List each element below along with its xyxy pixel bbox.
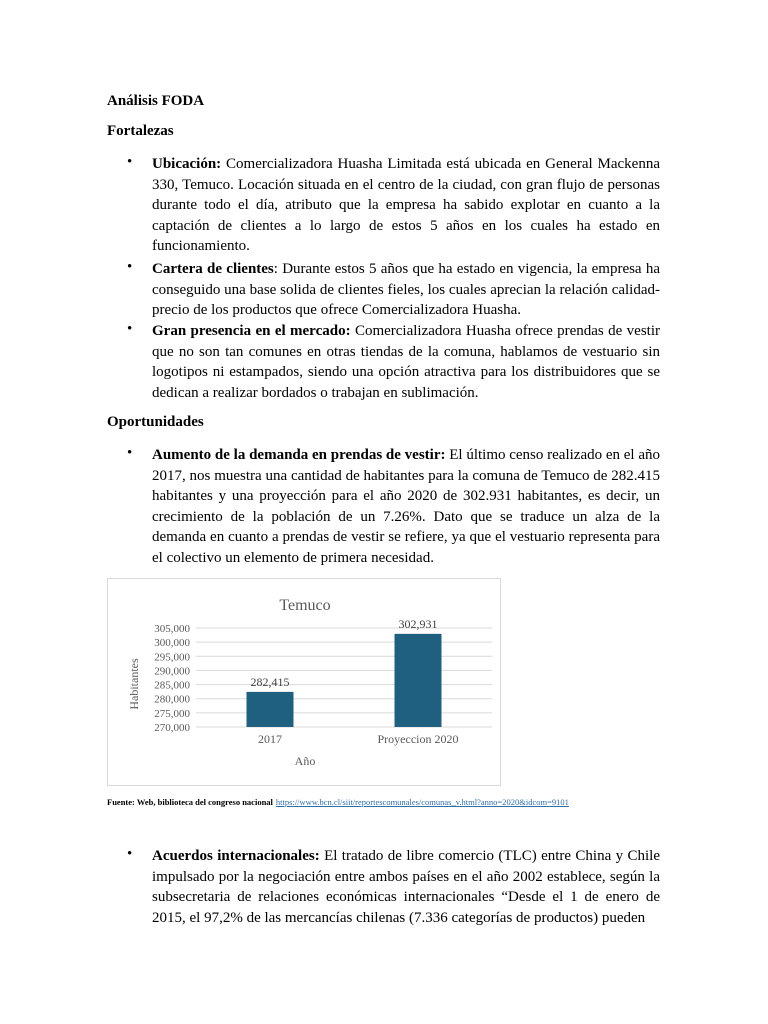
- bullet-marker: •: [127, 445, 133, 461]
- y-tick-label: 290,000: [154, 665, 190, 678]
- bullet-item-presencia: [152, 321, 660, 403]
- bullet-text: El último censo realizado en el año 2017, nos muestra una cantidad de habitantes para la comuna de Temuco de 282.415 habitantes y una proyección para el año 2020 de 302.931 habitantes, es decir, un crecimiento de la población de un 7.26%. Dato que se traduce un alza de la demanda en cuanto a prendas de vestir se refiere, ya que el vestuario representa para el colectivo un elemento de primera necesidad.: [152, 447, 660, 566]
- population-chart: [107, 578, 501, 786]
- bullet-item-ubicacion: [152, 154, 660, 257]
- y-tick-label: 275,000: [154, 707, 190, 720]
- chart-grid: [196, 628, 492, 727]
- chart-svg: [108, 579, 500, 785]
- x-tick-label: 2017: [258, 732, 282, 746]
- bar-2017: [247, 692, 294, 727]
- y-tick-label: 300,000: [154, 637, 190, 650]
- y-tick-label: 295,000: [154, 651, 190, 664]
- y-tick-label: 305,000: [154, 623, 190, 635]
- y-tick-label: 270,000: [154, 722, 190, 734]
- chart-bars: [247, 617, 442, 727]
- bullet-text: : Durante estos 5 años que ha estado en vigencia, la empresa ha conseguido una base solida de clientes fieles, los cuales aprecian la relación calidad-precio de los productos que ofrece Comercializadora Huasha.: [152, 261, 660, 318]
- x-axis-label: Año: [294, 754, 316, 768]
- x-tick-label: Proyeccion 2020: [377, 732, 459, 746]
- bullet-lead: Gran presencia en el mercado:: [152, 323, 351, 339]
- bullet-text: Comercializadora Huasha Limitada está ubicada en General Mackenna 330, Temuco. Locación situada en el centro de la ciudad, con gran flujo de personas durante todo el día, atributo que la empresa ha sabido explotar en cuanto a la captación de clientes a lo largo de estos 5 años en los cuales ha estado en funcionamiento.: [152, 156, 660, 254]
- bullet-lead: Cartera de clientes: [152, 261, 274, 277]
- y-tick-label: 285,000: [154, 679, 190, 692]
- bar-proyeccion-2020: [395, 634, 442, 727]
- bullet-item-demanda: [152, 445, 660, 568]
- bullet-lead: Ubicación:: [152, 156, 222, 172]
- bullet-lead: Aumento de la demanda en prendas de vestir:: [152, 447, 446, 463]
- data-label: 302,931: [398, 616, 438, 631]
- bullet-lead: Acuerdos internacionales:: [152, 848, 320, 864]
- x-tick-labels: [258, 732, 458, 746]
- bullet-marker: •: [127, 259, 133, 275]
- source-label: Fuente: Web, biblioteca del congreso nacional: [107, 797, 273, 807]
- data-label: 282,415: [250, 674, 290, 689]
- y-axis-label: Habitantes: [127, 658, 141, 710]
- bullet-text: Comercializadora Huasha ofrece prendas de vestir que no son tan comunes en otras tiendas de la comuna, hablamos de vestuario sin logotipos ni estampados, siendo una opción atractiva para los distribuidores que se dedican a realizar bordados o trabajan en sublimación.: [152, 323, 661, 401]
- y-tick-label: 280,000: [154, 693, 190, 706]
- source-link[interactable]: https://www.bcn.cl/siit/reportescomunales/comunas_v.html?anno=2020&idcom=9101: [275, 797, 569, 807]
- bullet-text: El tratado de libre comercio (TLC) entre China y Chile impulsado por la negociación entre ambos países en el año 2002 establece, según la subsecretaria de relaciones económicas internacionales “Desde el 1 de enero de 2015, el 97,2% de las mercancías chilenas (7.336 categorías de productos) pueden: [152, 848, 660, 926]
- chart-source: [107, 797, 569, 807]
- y-tick-labels: [154, 623, 190, 734]
- bullet-item-acuerdos: [152, 846, 660, 928]
- bullet-marker: •: [127, 154, 133, 170]
- chart-title: Temuco: [279, 597, 331, 614]
- bullet-marker: •: [127, 321, 133, 337]
- document-title: Análisis FODA: [107, 93, 205, 109]
- bullet-item-cartera: [152, 259, 660, 321]
- section-heading-oportunidades: Oportunidades: [107, 414, 204, 430]
- section-heading-fortalezas: Fortalezas: [107, 123, 174, 139]
- bullet-marker: •: [127, 846, 133, 862]
